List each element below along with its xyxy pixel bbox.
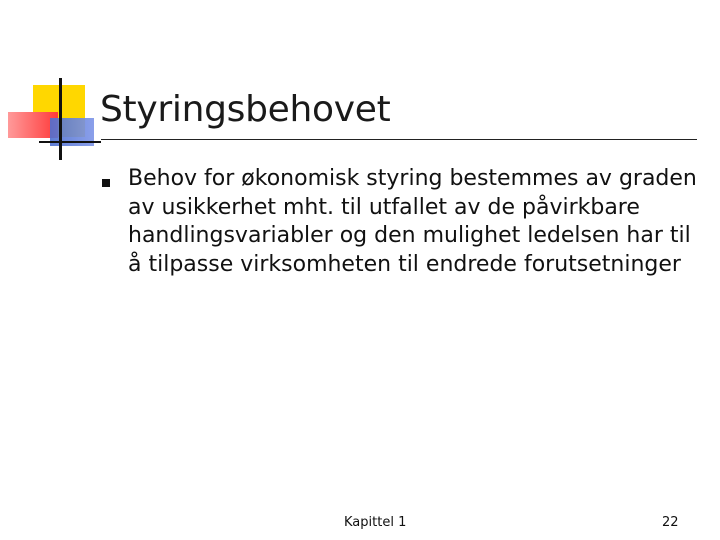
footer-chapter: Kapittel 1 [344, 515, 407, 530]
logo-horizontal-line [39, 141, 101, 143]
square-bullet-icon [102, 179, 110, 187]
logo-vertical-line [59, 78, 62, 160]
title-divider [101, 139, 697, 140]
slide-title: Styringsbehovet [100, 89, 391, 130]
bullet-item: Behov for økonomisk styring bestemmes av graden av usikkerhet mht. til utfallet av de påvirkbare handlingsvariabler og den mulighet ledelsen har til å tilpasse virksomheten til endrede forutsetninger [128, 166, 697, 277]
footer-page-number: 22 [662, 515, 679, 530]
